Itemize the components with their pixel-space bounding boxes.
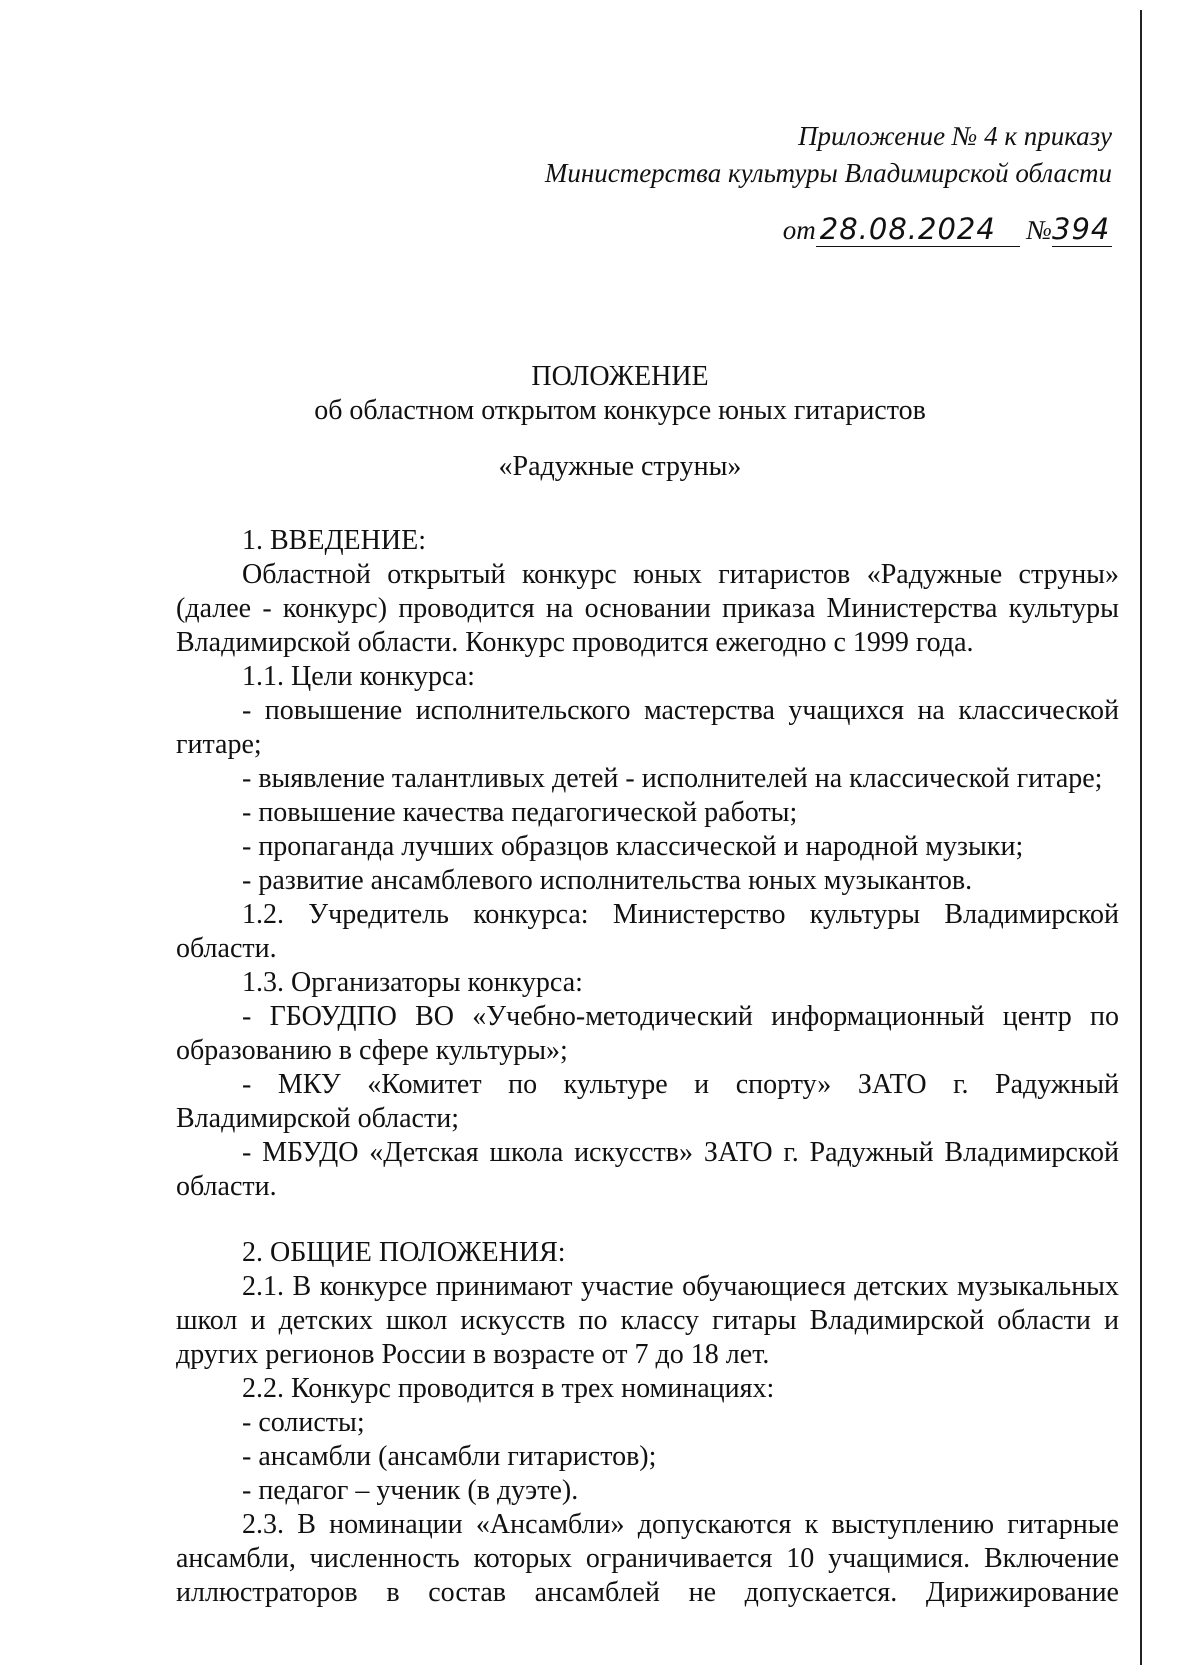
paragraph-2-3: 2.3. В номинации «Ансамбли» допускаются к выступлению гитарные ансамбли, численность которых ограничивается 10 учащимися. Включение иллюстраторов в состав ансамблей не допускается. Дирижирование (176, 1509, 1119, 1608)
document-subtitle: об областном открытом конкурсе юных гитаристов (314, 395, 926, 426)
organizers-heading: 1.3. Организаторы конкурса: (242, 967, 583, 998)
goals-heading: 1.1. Цели конкурса: (242, 661, 475, 692)
document-body (176, 524, 1119, 1610)
nomination-item: - педагог – ученик (в дуэте). (242, 1475, 579, 1506)
goal-item: - повышение качества педагогической работы; (242, 797, 798, 828)
goal-item: - пропаганда лучших образцов классической и народной музыки; (242, 831, 1024, 862)
nomination-item: - солисты; (242, 1407, 365, 1438)
scan-edge-line (1140, 10, 1142, 1665)
section-2-heading: 2. ОБЩИЕ ПОЛОЖЕНИЯ: (242, 1237, 566, 1268)
goal-item: - повышение исполнительского мастерства учащихся на классической гитаре; (176, 695, 1119, 760)
order-prefix: от (782, 215, 816, 245)
document-title: ПОЛОЖЕНИЕ (531, 361, 709, 392)
goal-item: - выявление талантливых детей - исполнителей на классической гитаре; (242, 763, 1103, 794)
nomination-item: - ансамбли (ансамбли гитаристов); (242, 1441, 657, 1472)
organizer-item: - МКУ «Комитет по культуре и спорту» ЗАТО г. Радужный Владимирской области; (176, 1069, 1119, 1134)
paragraph-2-2: 2.2. Конкурс проводится в трех номинациях: (242, 1373, 775, 1404)
founder-paragraph: 1.2. Учредитель конкурса: Министерство культуры Владимирской области. (176, 899, 1119, 964)
organizer-item: - МБУДО «Детская школа искусств» ЗАТО г. Радужный Владимирской области. (176, 1137, 1119, 1202)
order-date-handwritten: 28.08.2024 (816, 212, 1020, 247)
section-1-heading: 1. ВВЕДЕНИЕ: (242, 525, 426, 556)
section-1-intro: Областной открытый конкурс юных гитаристов «Радужные струны» (далее - конкурс) проводится на основании приказа Министерства культуры Владимирской области. Конкурс проводится ежегодно с 1999 года. (176, 559, 1119, 658)
attachment-line-2: Министерства культуры Владимирской области (544, 158, 1112, 188)
competition-name: «Радужные струны» (498, 451, 742, 482)
order-number-prefix: № (1026, 215, 1052, 245)
attachment-line-1: Приложение № 4 к приказу (798, 121, 1112, 151)
organizer-item: - ГБОУДПО ВО «Учебно-методический информационный центр по образованию в сфере культуры»; (176, 1001, 1119, 1066)
order-reference (783, 210, 1112, 250)
order-number-handwritten: 394 (1052, 212, 1111, 246)
goal-item: - развитие ансамблевого исполнительства юных музыкантов. (242, 865, 973, 896)
paragraph-2-1: 2.1. В конкурсе принимают участие обучающиеся детских музыкальных школ и детских школ искусств по классу гитары Владимирской области и других регионов России в возрасте от 7 до 18 лет. (176, 1271, 1119, 1370)
